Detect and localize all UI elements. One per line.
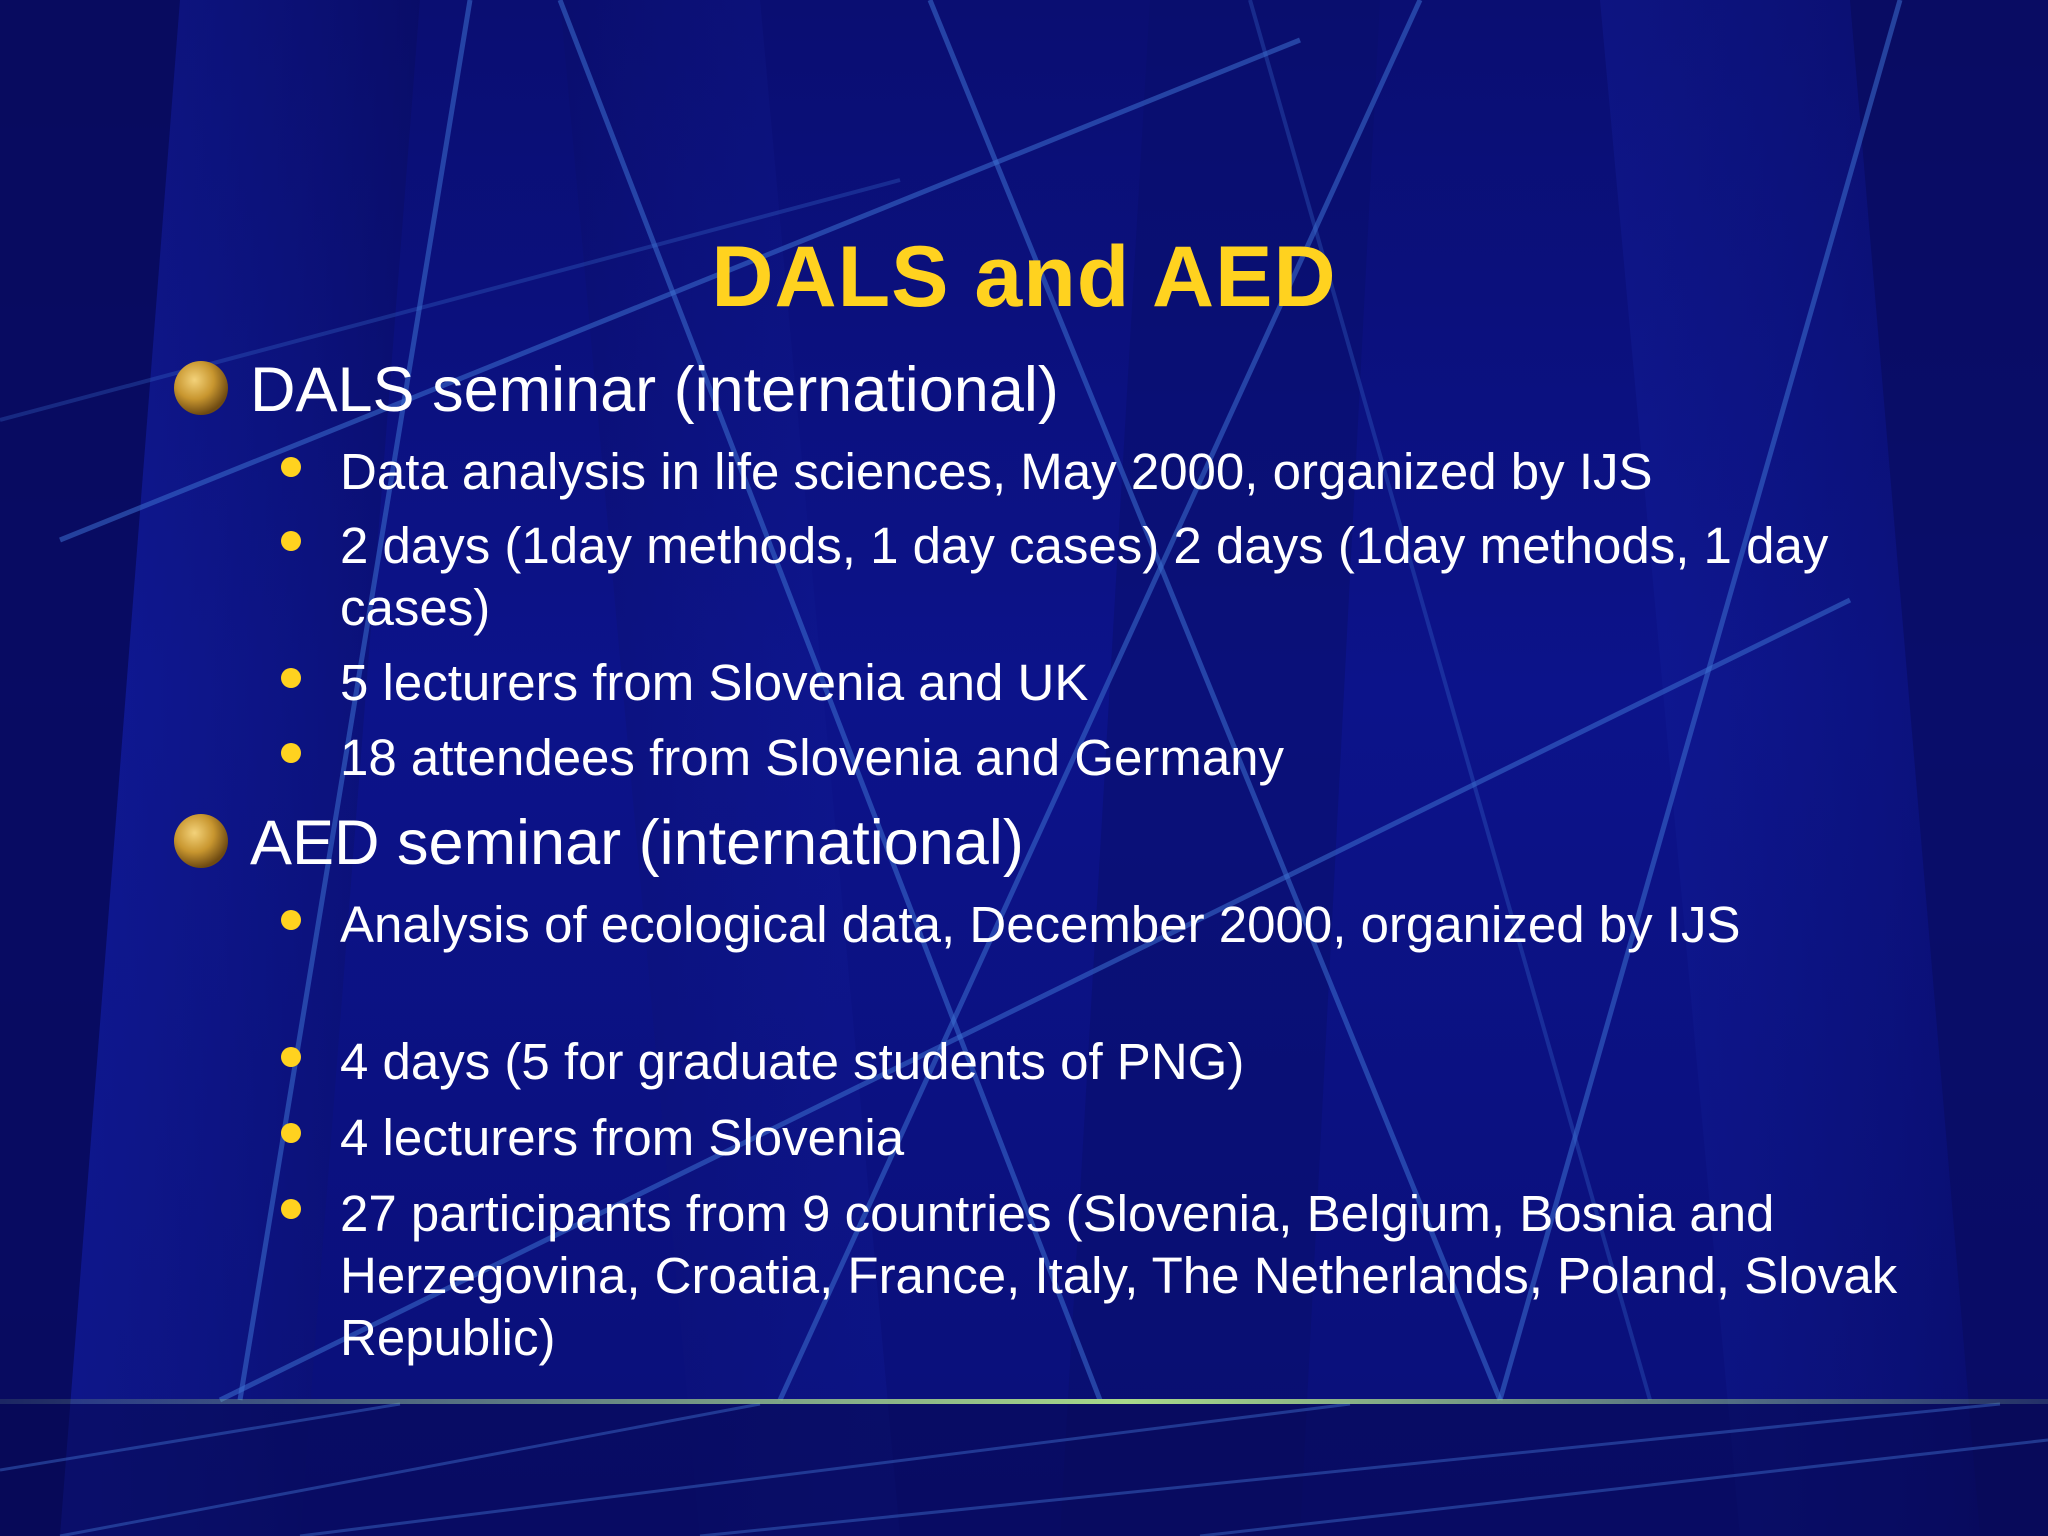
bullet-dot [281, 1199, 301, 1219]
bronze-sphere-icon [172, 812, 230, 870]
bullet-dot [281, 743, 301, 763]
bullet-dot [281, 1047, 301, 1067]
bullet-dot [281, 910, 301, 930]
section-heading-dals: DALS seminar (international) [250, 355, 1059, 425]
list-item: 4 days (5 for graduate students of PNG) [340, 1033, 1245, 1090]
bronze-sphere-icon [172, 359, 230, 417]
bullet-dot [281, 1123, 301, 1143]
bullet-dot [281, 668, 301, 688]
list-item: 5 lecturers from Slovenia and UK [340, 654, 1089, 711]
slide-title: DALS and AED [711, 229, 1337, 325]
bullet-dot [281, 531, 301, 551]
list-item: 2 days (1day methods, 1 day cases) 2 days (1day methods, 1 day cases) [340, 517, 1829, 636]
list-item: 4 lecturers from Slovenia [340, 1109, 905, 1166]
list-item: 18 attendees from Slovenia and Germany [340, 729, 1285, 786]
list-item: 27 participants from 9 countries (Slovenia, Belgium, Bosnia and Herzegovina, Croatia, France, Italy, The Netherlands, Poland, Slovak Republic) [340, 1185, 1898, 1366]
list-item: Data analysis in life sciences, May 2000, organized by IJS [340, 443, 1653, 500]
list-item: Analysis of ecological data, December 2000, organized by IJS [340, 896, 1741, 953]
bullet-dot [281, 457, 301, 477]
section-heading-aed: AED seminar (international) [250, 808, 1024, 878]
